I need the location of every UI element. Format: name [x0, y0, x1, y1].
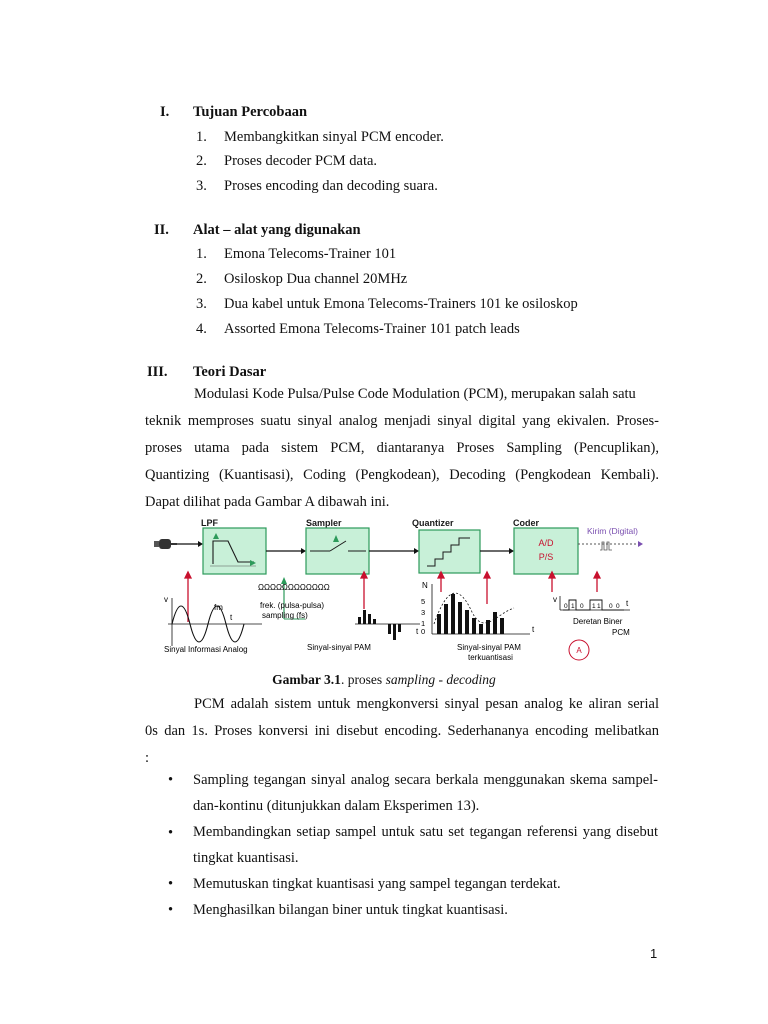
fm-label: fm — [214, 603, 223, 612]
level-label: 0 — [421, 627, 426, 636]
item-number: 3. — [196, 178, 207, 194]
bit-label: 0 — [616, 603, 620, 610]
axis-t-label: t — [230, 613, 233, 622]
bit-label: 0 — [580, 603, 584, 610]
section-3-number: III. — [147, 364, 168, 380]
section-2-item — [196, 270, 407, 288]
section-1-item — [196, 128, 444, 146]
axis-t-label: t — [416, 627, 419, 636]
paragraph-line: PCM adalah sistem untuk mengkonversi sinyal pesan analog ke aliran serial — [194, 696, 659, 712]
section-2-item — [196, 320, 520, 338]
bit-label: 0 — [564, 603, 568, 610]
bullet-icon: • — [168, 876, 174, 892]
quantized-caption-2: terkuantisasi — [468, 653, 513, 662]
item-text: Proses decoder PCM data. — [224, 153, 378, 169]
axis-v-label: v — [553, 595, 557, 604]
bullet-icon: • — [168, 825, 174, 841]
paragraph-line: Quantizing (Kuantisasi), Coding (Pengkodean), Decoding (Pengkodean Kembali). — [145, 467, 659, 483]
item-number: 1. — [196, 129, 207, 145]
axis-t-label: t — [532, 625, 535, 634]
item-number: 4. — [196, 321, 207, 337]
bullet-item: Memutuskan tingkat kuantisasi yang sampel tegangan terdekat. — [193, 876, 561, 892]
coder-ad-label: A/D — [538, 538, 554, 548]
sampling-pulse-plot — [258, 583, 330, 620]
section-1-number: I. — [160, 104, 170, 120]
bit-label: 0 — [609, 603, 613, 610]
sampler-label: Sampler — [306, 518, 342, 528]
section-1-item — [196, 152, 377, 170]
lpf-block — [203, 528, 266, 574]
item-number: 3. — [196, 296, 207, 312]
level-label: 3 — [421, 608, 426, 617]
quantized-caption-1: Sinyal-sinyal PAM — [457, 643, 521, 652]
axis-v-label: v — [164, 595, 168, 604]
microphone-icon — [154, 539, 177, 549]
quantizer-label: Quantizer — [412, 518, 454, 528]
theory-paragraph-1 — [145, 381, 659, 516]
coder-ps-label: P/S — [538, 552, 554, 562]
paragraph-line: Dapat dilihat pada Gambar A dibawah ini. — [145, 494, 390, 510]
pam-caption: Sinyal-sinyal PAM — [307, 643, 371, 652]
item-text: Membangkitkan sinyal PCM encoder. — [224, 129, 444, 145]
section-1-title: Tujuan Percobaan — [193, 104, 308, 120]
axis-t-label: t — [626, 599, 629, 608]
paragraph-line: proses utama pada sistem PCM, diantaranya Proses Sampling (Pencuplikan), — [145, 440, 659, 456]
frek-label-2: sampling (fs) — [262, 611, 308, 620]
pulse-train: ΩΩΩΩΩΩΩΩΩΩΩΩ — [258, 583, 330, 592]
caption-number: Gambar 3.1 — [272, 672, 341, 687]
coder-label: Coder — [513, 518, 540, 528]
pcm-process-figure — [150, 514, 650, 666]
paragraph-line: teknik memproses suatu sinyal analog menjadi sinyal digital yang ekivalen. Proses- — [145, 413, 659, 429]
bullet-item: Membandingkan setiap sampel untuk satu set tegangan referensi yang disebut tingkat kuantisasi. — [193, 824, 658, 866]
item-number: 2. — [196, 271, 207, 287]
deretan-caption-2: PCM — [612, 628, 630, 637]
paragraph-line: Modulasi Kode Pulsa/Pulse Code Modulation (PCM), merupakan salah satu — [194, 386, 636, 402]
bullet-item: Sampling tegangan sinyal analog secara berkala menggunakan skema sampel-dan-kontinu (ditunjukkan dalam Eksperimen 13). — [193, 772, 658, 814]
item-text: Osiloskop Dua channel 20MHz — [224, 271, 408, 287]
kirim-digital-label: Kirim (Digital) — [587, 526, 638, 536]
bullet-item: Menghasilkan bilangan biner untuk tingkat kuantisasi. — [193, 902, 508, 918]
item-number: 2. — [196, 153, 207, 169]
section-2-number: II. — [154, 222, 169, 238]
section-3-title: Teori Dasar — [193, 364, 267, 380]
analog-signal-plot — [164, 595, 262, 654]
page-number: 1 — [650, 946, 658, 961]
item-text: Emona Telecoms-Trainer 101 — [224, 246, 397, 262]
caption-italic: sampling - decoding — [385, 672, 496, 687]
item-number: 1. — [196, 246, 207, 262]
bullet-icon: • — [168, 902, 174, 918]
lpf-label: LPF — [201, 518, 218, 528]
bit-label: 1 — [592, 603, 596, 610]
label-a: A — [576, 646, 582, 655]
axis-n-label: N — [422, 581, 428, 590]
bit-label: 1 — [571, 603, 575, 610]
section-2-item — [196, 295, 578, 313]
item-text: Proses encoding dan decoding suara. — [224, 178, 438, 194]
item-text: Assorted Emona Telecoms-Trainer 101 patch leads — [224, 321, 520, 337]
frek-label-1: frek. (pulsa-pulsa) — [260, 601, 325, 610]
quantized-pam-plot — [421, 581, 535, 662]
bullet-icon: • — [168, 772, 174, 788]
bit-label: 1 — [597, 603, 601, 610]
deretan-caption-1: Deretan Biner — [573, 617, 623, 626]
coder-block — [514, 528, 578, 574]
section-2-item — [196, 245, 396, 263]
analog-signal-caption: Sinyal Informasi Analog — [164, 645, 248, 654]
section-1-item — [196, 177, 438, 195]
paragraph-line: 0s dan 1s. Proses konversi ini disebut encoding. Sederhananya encoding melibatkan — [145, 723, 659, 739]
theory-paragraph-2 — [145, 691, 659, 772]
pam-signal-plot — [307, 610, 420, 652]
item-text: Dua kabel untuk Emona Telecoms-Trainers 101 ke osiloskop — [224, 296, 578, 312]
pcm-binary-plot — [553, 595, 630, 660]
section-2-title: Alat – alat yang digunakan — [193, 222, 361, 238]
level-label: 1 — [421, 619, 426, 628]
level-label: 5 — [421, 597, 426, 606]
caption-text: . proses — [340, 672, 386, 687]
paragraph-line: : — [145, 750, 150, 766]
figure-caption — [0, 672, 768, 688]
